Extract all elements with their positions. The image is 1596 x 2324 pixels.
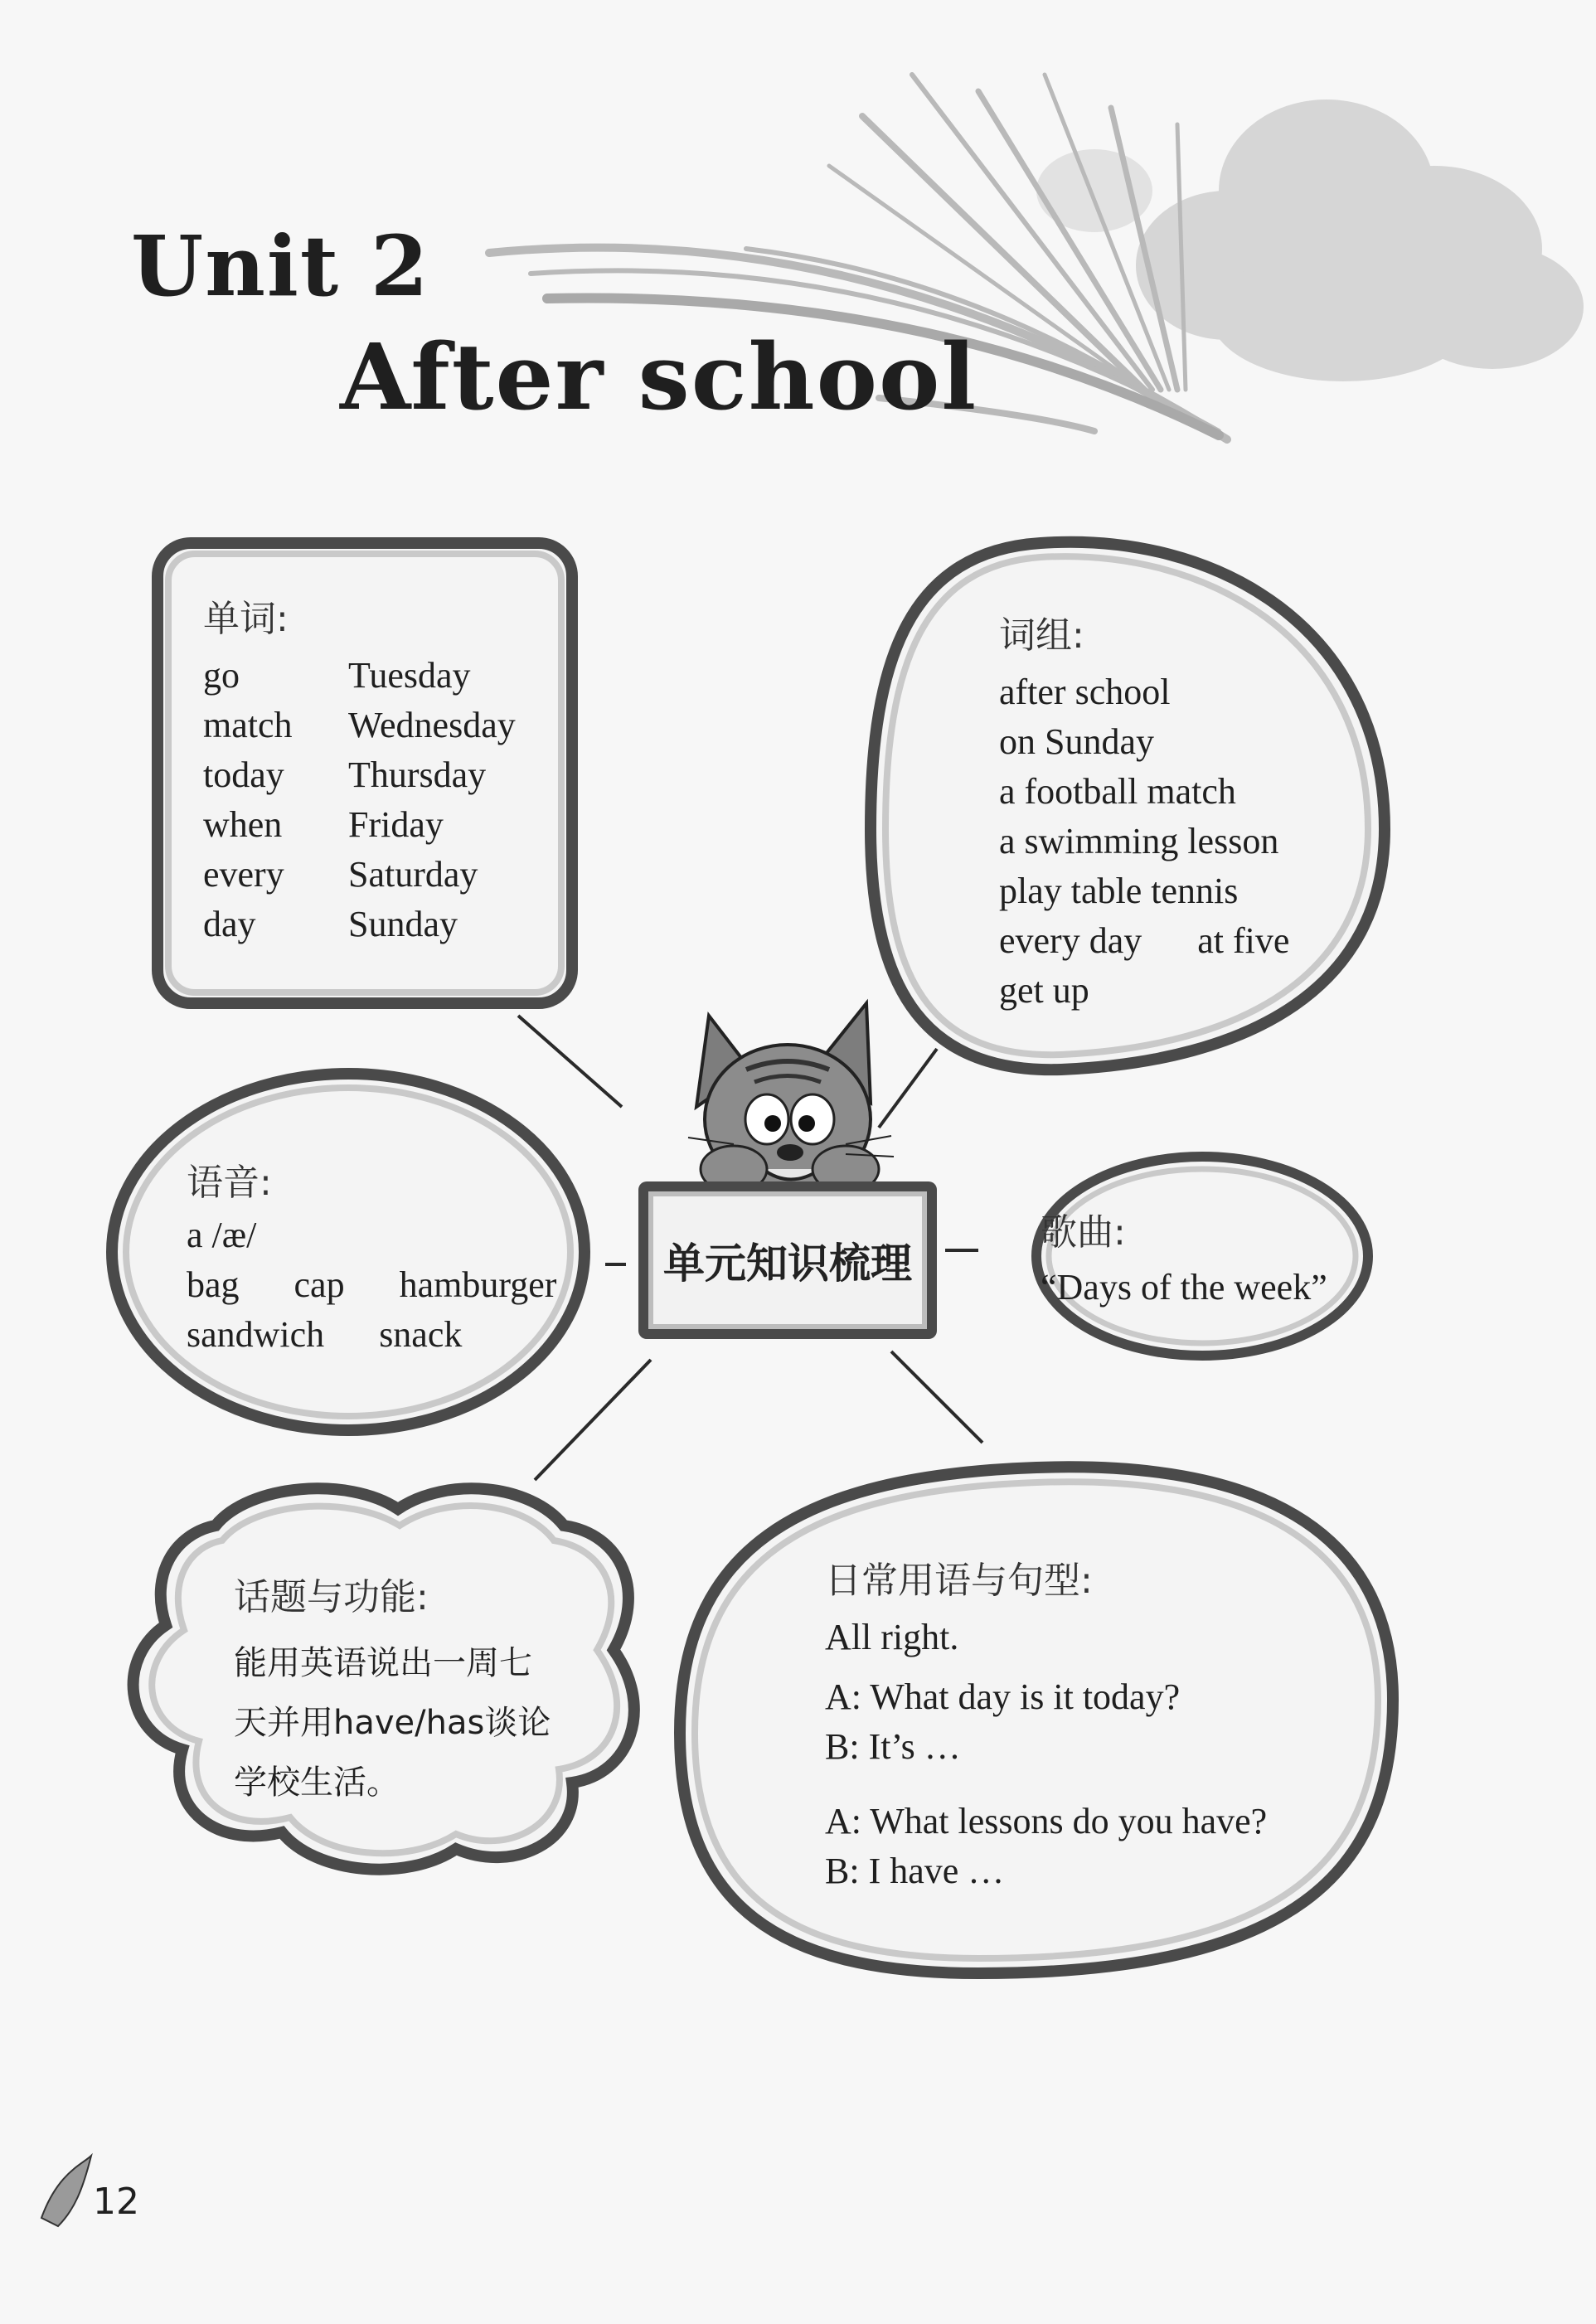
song-frame xyxy=(1036,1157,1368,1356)
phonics-word: bag xyxy=(187,1264,240,1305)
song-header: 歌曲: xyxy=(1041,1211,1126,1254)
phrase-item-row xyxy=(999,916,1289,966)
phrase-item: a swimming lesson xyxy=(999,821,1279,861)
phrases-header: 词组: xyxy=(999,614,1084,657)
cat-mascot-icon xyxy=(688,1003,894,1194)
phonics-row xyxy=(187,1260,556,1310)
topic-header: 话题与功能: xyxy=(234,1576,429,1618)
center-label: 单元知识梳理 xyxy=(663,1240,912,1288)
word-item: Thursday xyxy=(348,754,487,795)
expression-line: B: I have … xyxy=(825,1851,1005,1891)
word-item: every xyxy=(203,854,284,895)
page-number: 12 xyxy=(93,2181,139,2223)
phrase-item: play table tennis xyxy=(999,871,1239,911)
expression-line: A: What lessons do you have? xyxy=(825,1801,1268,1841)
center-label-box xyxy=(638,1181,937,1339)
phonics-content xyxy=(187,1211,556,1360)
phonics-header: 语音: xyxy=(187,1162,272,1204)
expressions-header: 日常用语与句型: xyxy=(825,1560,1093,1602)
unit-title: Unit 2 xyxy=(131,217,430,315)
topic-line: 天并用have/has谈论 xyxy=(234,1704,551,1742)
word-item: go xyxy=(203,655,240,696)
leaf-icon xyxy=(41,2156,91,2226)
words-column-1 xyxy=(203,651,293,949)
phrase-item: a football match xyxy=(999,771,1236,812)
topic-line: 学校生活。 xyxy=(234,1764,400,1802)
word-item: Sunday xyxy=(348,904,458,944)
phonics-word: cap xyxy=(293,1264,345,1305)
topic-line: 能用英语说出一周七 xyxy=(234,1644,532,1682)
expression-line: B: It’s … xyxy=(825,1726,961,1767)
word-item: today xyxy=(203,754,284,795)
phrase-item: every day xyxy=(999,920,1142,961)
expression-line: All right. xyxy=(825,1617,959,1657)
words-column-2 xyxy=(348,651,516,949)
phrase-item: on Sunday xyxy=(999,721,1154,762)
words-header: 单词: xyxy=(203,598,289,640)
phonics-sound: a /æ/ xyxy=(187,1215,257,1255)
word-item: Friday xyxy=(348,804,444,845)
phonics-word: hamburger xyxy=(399,1264,557,1305)
expressions-content xyxy=(825,1613,1267,1896)
word-item: Saturday xyxy=(348,854,478,895)
phonics-word: sandwich xyxy=(187,1314,325,1355)
phrase-item: get up xyxy=(999,970,1089,1011)
word-item: day xyxy=(203,904,256,944)
word-item: match xyxy=(203,705,293,745)
phonics-word: snack xyxy=(379,1314,463,1355)
phrases-list xyxy=(999,667,1289,1016)
phrase-item: after school xyxy=(999,672,1171,712)
word-item: Wednesday xyxy=(348,705,516,745)
phrase-item: at five xyxy=(1197,920,1290,961)
topic-content xyxy=(234,1633,551,1812)
word-item: Tuesday xyxy=(348,655,471,696)
song-title: “Days of the week” xyxy=(1041,1267,1327,1308)
word-item: when xyxy=(203,804,283,845)
expression-line: A: What day is it today? xyxy=(825,1676,1181,1717)
phonics-row xyxy=(187,1310,556,1360)
unit-name: After school xyxy=(340,323,978,430)
